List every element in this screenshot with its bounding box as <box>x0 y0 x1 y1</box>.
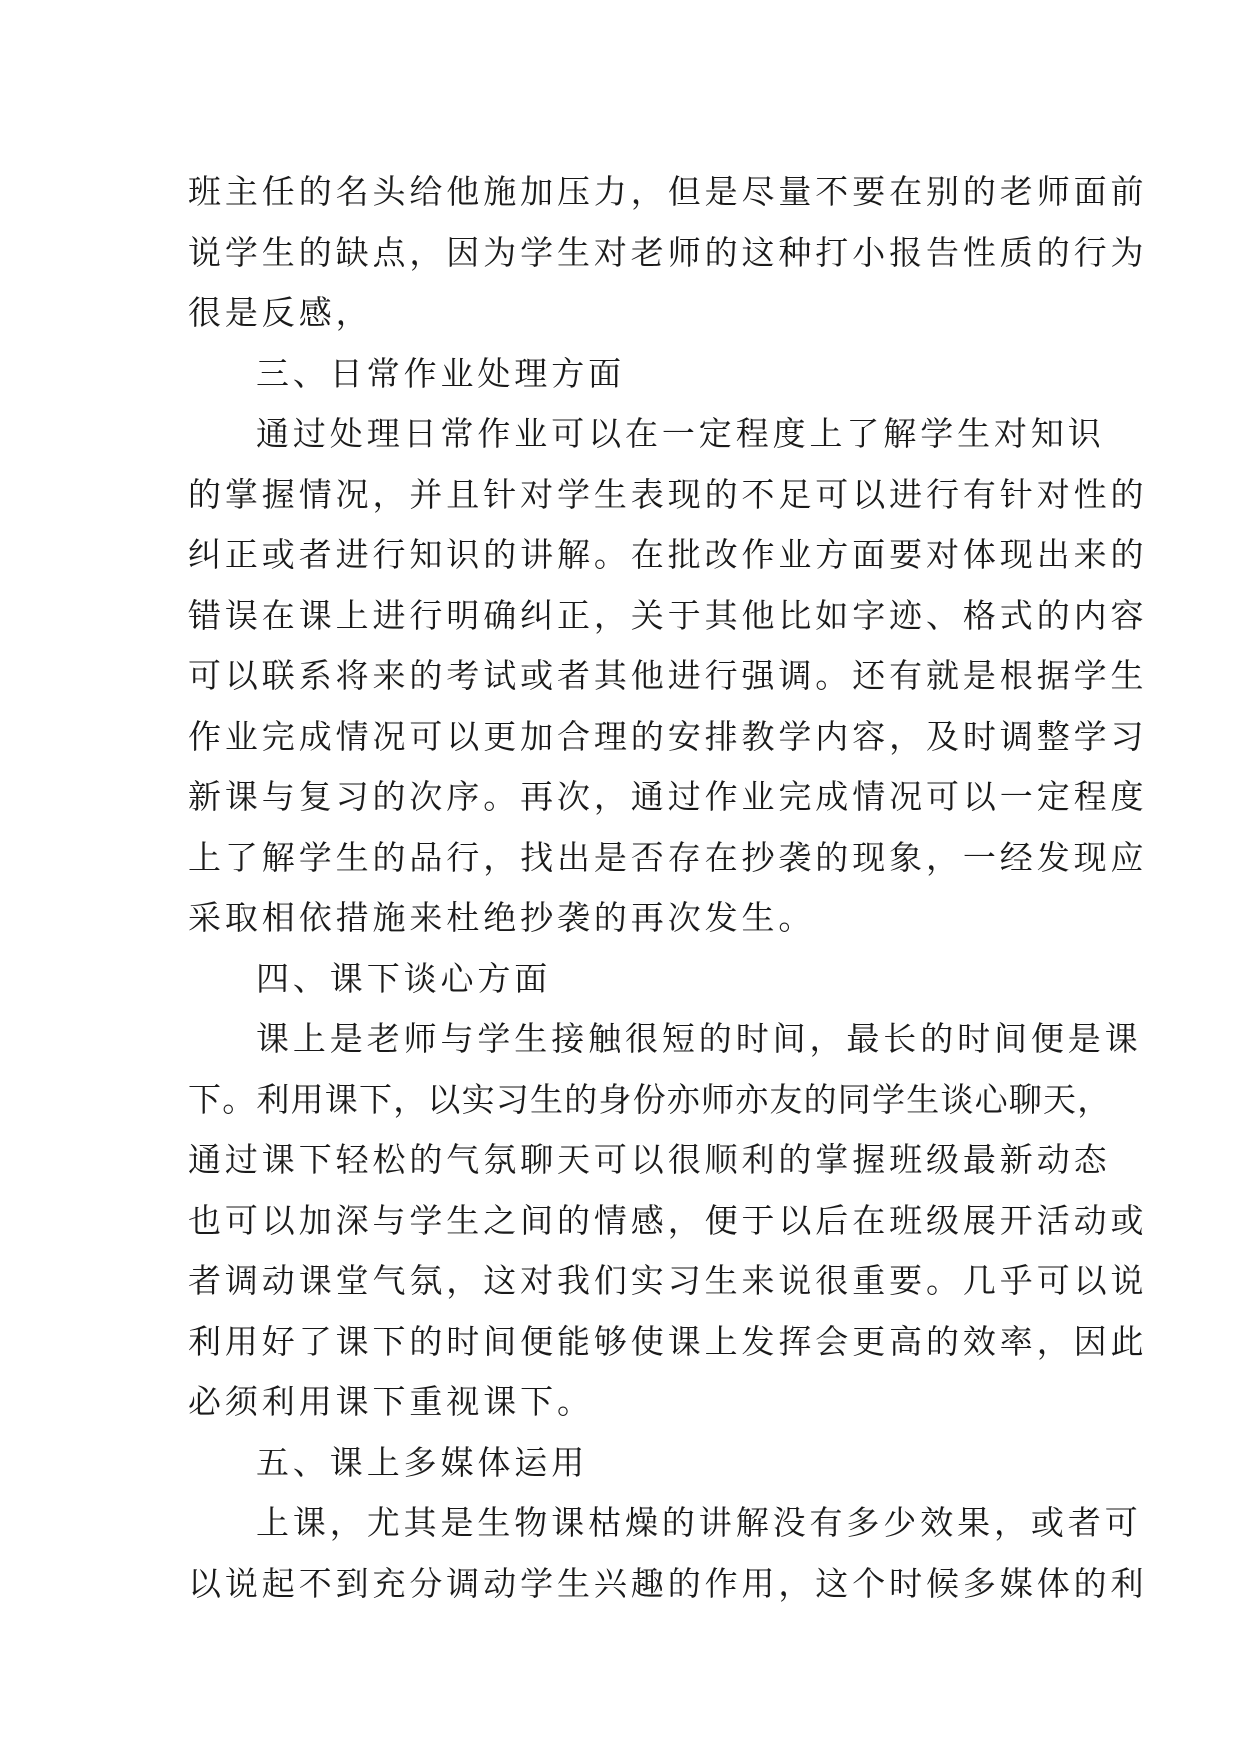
text-line: 下。利用课下，以实习生的身份亦师亦友的同学生谈心聊天， <box>188 1079 1112 1119</box>
heading-text: 五、课上多媒体运用 <box>256 1442 589 1482</box>
paragraph <box>188 1009 1148 1433</box>
text-line: 利用好了课下的时间便能够使课上发挥会更高的效率，因此 <box>188 1321 1148 1361</box>
section-heading <box>188 949 1046 1010</box>
paragraph <box>188 1493 1148 1614</box>
text-line: 错误在课上进行明确纠正，关于其他比如字迹、格式的内容 <box>188 595 1148 635</box>
section-heading <box>188 344 1046 405</box>
text-line: 以说起不到充分调动学生兴趣的作用，这个时候多媒体的利 <box>188 1563 1148 1603</box>
text-line: 采取相依措施来杜绝抄袭的再次发生。 <box>188 898 816 937</box>
paragraph <box>188 404 1148 949</box>
text-line: 班主任的名头给他施加压力，但是尽量不要在别的老师面前 <box>188 172 1148 211</box>
text-line: 上了解学生的品行，找出是否存在抄袭的现象，一经发现应 <box>188 837 1148 877</box>
text-line: 通过课下轻松的气氛聊天可以很顺利的掌握班级最新动态 <box>188 1140 1111 1179</box>
text-line: 通过处理日常作业可以在一定程度上了解学生对知识 <box>256 414 1105 453</box>
paragraph <box>188 162 1148 344</box>
text-line: 必须利用课下重视课下。 <box>188 1382 594 1421</box>
text-line: 上课，尤其是生物课枯燥的讲解没有多少效果，或者可 <box>256 1503 1142 1542</box>
section-heading <box>188 1433 1046 1494</box>
text-line: 纠正或者进行知识的讲解。在批改作业方面要对体现出来的 <box>188 535 1148 574</box>
heading-text: 三、日常作业处理方面 <box>256 353 625 393</box>
heading-text: 四、课下谈心方面 <box>256 958 552 998</box>
text-line: 也可以加深与学生之间的情感，便于以后在班级展开活动或 <box>188 1200 1148 1240</box>
text-line: 很是反感， <box>188 293 373 332</box>
text-line: 作业完成情况可以更加合理的安排教学内容，及时调整学习 <box>188 716 1148 756</box>
text-line: 课上是老师与学生接触很短的时间，最长的时间便是课 <box>256 1019 1142 1058</box>
text-line: 者调动课堂气氛，这对我们实习生来说很重要。几乎可以说 <box>188 1261 1148 1300</box>
document-body <box>188 162 1148 1614</box>
text-line: 说学生的缺点，因为学生对老师的这种打小报告性质的行为 <box>188 232 1148 272</box>
text-line: 的掌握情况，并且针对学生表现的不足可以进行有针对性的 <box>188 474 1148 514</box>
text-line: 可以联系将来的考试或者其他进行强调。还有就是根据学生 <box>188 656 1148 695</box>
text-line: 新课与复习的次序。再次，通过作业完成情况可以一定程度 <box>188 777 1148 816</box>
